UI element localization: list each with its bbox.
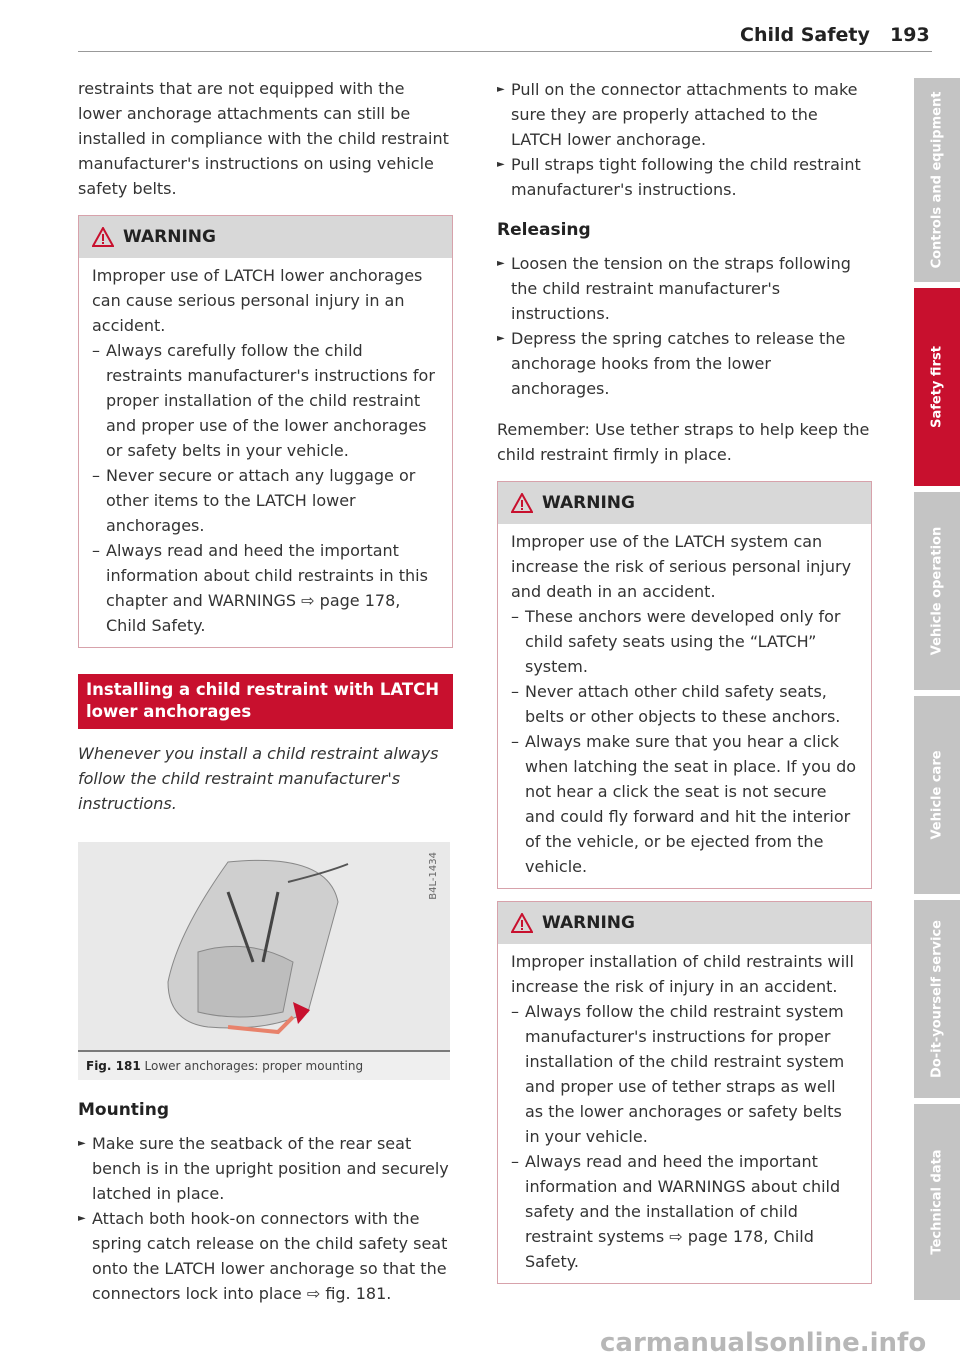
side-tab-label: Controls and equipment: [929, 91, 945, 269]
remember-paragraph: Remember: Use tether straps to help keep the child restraint firmly in place.: [497, 420, 870, 464]
warning-item: – Always make sure that you hear a click when latching the seat in place. If you do not hear a click the seat is not secure and could fly forward and hit the interior of the vehicle, or be ejected from the vehicle.: [511, 729, 858, 879]
mounting-heading: Mounting: [78, 1100, 170, 1120]
watermark-text: carmanualsonline.info: [600, 1328, 927, 1358]
warning-box-3: [497, 901, 872, 1284]
side-tab-label: Do-it-yourself service: [929, 920, 945, 1078]
warning-item: – These anchors were developed only for child safety seats using the “LATCH” system.: [511, 604, 858, 679]
header-rule: [78, 51, 932, 52]
releasing-steps: [497, 251, 872, 401]
step-item: ► Attach both hook-on connectors with the spring catch release on the child safety seat onto the LATCH lower anchorage so that the connectors lock into place ⇨ fig. 181.: [78, 1206, 453, 1306]
step-item: ► Make sure the seatback of the rear seat bench is in the upright position and securely latched in place.: [78, 1131, 453, 1206]
page-number: 193: [890, 24, 930, 46]
warning-triangle-icon: [511, 913, 533, 933]
warning-item: – Never attach other child safety seats, belts or other objects to these anchors.: [511, 679, 858, 729]
step-item: ► Pull straps tight following the child restraint manufacturer's instructions.: [497, 152, 872, 202]
continued-steps: [497, 77, 872, 202]
warning-lead-2: Improper use of the LATCH system can increase the risk of serious personal injury and death in an accident.: [511, 532, 852, 601]
figure-image: [78, 842, 450, 1052]
side-tab-label: Vehicle care: [929, 750, 945, 840]
section-intro: Whenever you install a child restraint always follow the child restraint manufacturer's instructions.: [78, 744, 439, 813]
warning-lead-1: Improper use of LATCH lower anchorages can cause serious personal injury in an accident.: [92, 266, 423, 335]
warning-item: – Always carefully follow the child restraints manufacturer's instructions for proper installation of the child restraint and proper use of the lower anchorages or safety belts in your vehicle.: [92, 338, 439, 463]
figure-caption: [78, 1052, 450, 1080]
warning-label-1: WARNING: [123, 226, 216, 247]
side-tab-vehicle-care[interactable]: [914, 696, 960, 894]
releasing-heading: Releasing: [497, 220, 591, 240]
right-column: [497, 77, 872, 1284]
warning-header-1: [79, 216, 452, 258]
figure-caption-text: Lower anchorages: proper mounting: [144, 1059, 364, 1073]
side-tab-do-it-yourself-service[interactable]: [914, 900, 960, 1098]
warning-lead-3: Improper installation of child restraints will increase the risk of injury in an accident.: [511, 952, 854, 996]
warning-item: – Always follow the child restraint system manufacturer's instructions for proper installation of the child restraint system and proper use of tether straps as well as the lower anchorages or safety belts in your vehicle.: [511, 999, 858, 1149]
warning-label-3: WARNING: [542, 912, 635, 933]
child-seat-illustration: [78, 842, 450, 1050]
warning-box-2: [497, 481, 872, 889]
warning-list-3: [511, 999, 858, 1274]
section-title: Installing a child restraint with LATCH lower anchorages: [78, 674, 453, 729]
warning-box-1: [78, 215, 453, 648]
warning-triangle-icon: [511, 493, 533, 513]
intro-paragraph: restraints that are not equipped with the lower anchorage attachments can still be installed in compliance with the child restraint manufacturer's instructions on using vehicle safety belts.: [78, 79, 449, 198]
side-tab-technical-data[interactable]: [914, 1104, 960, 1300]
side-tab-label: Safety first: [929, 346, 945, 428]
warning-item: – Always read and heed the important information about child restraints in this chapter and WARNINGS ⇨ page 178, Child Safety.: [92, 538, 439, 638]
side-tab-vehicle-operation[interactable]: [914, 492, 960, 690]
page-header-title: Child Safety: [740, 24, 870, 46]
warning-item: – Always read and heed the important information and WARNINGS about child safety and the installation of child restraint systems ⇨ page 178, Child Safety.: [511, 1149, 858, 1274]
step-item: ► Depress the spring catches to release the anchorage hooks from the lower anchorages.: [497, 326, 872, 401]
figure-label: Fig. 181: [86, 1059, 141, 1073]
step-item: ► Loosen the tension on the straps following the child restraint manufacturer's instructions.: [497, 251, 872, 326]
warning-list-1: [92, 338, 439, 638]
side-tab-label: Vehicle operation: [929, 526, 945, 656]
warning-header-3: [498, 902, 871, 944]
warning-item: – Never secure or attach any luggage or other items to the LATCH lower anchorages.: [92, 463, 439, 538]
warning-label-2: WARNING: [542, 492, 635, 513]
warning-list-2: [511, 604, 858, 879]
warning-triangle-icon: [92, 227, 114, 247]
step-item: ► Pull on the connector attachments to make sure they are properly attached to the LATCH lower anchorage.: [497, 77, 872, 152]
warning-header-2: [498, 482, 871, 524]
side-tab-controls-and-equipment[interactable]: [914, 78, 960, 282]
mounting-steps: [78, 1131, 453, 1306]
left-column: [78, 76, 453, 1306]
side-tab-safety-first[interactable]: [914, 288, 960, 486]
figure-code: B4L-1434: [428, 852, 439, 900]
side-tab-label: Technical data: [929, 1149, 945, 1255]
